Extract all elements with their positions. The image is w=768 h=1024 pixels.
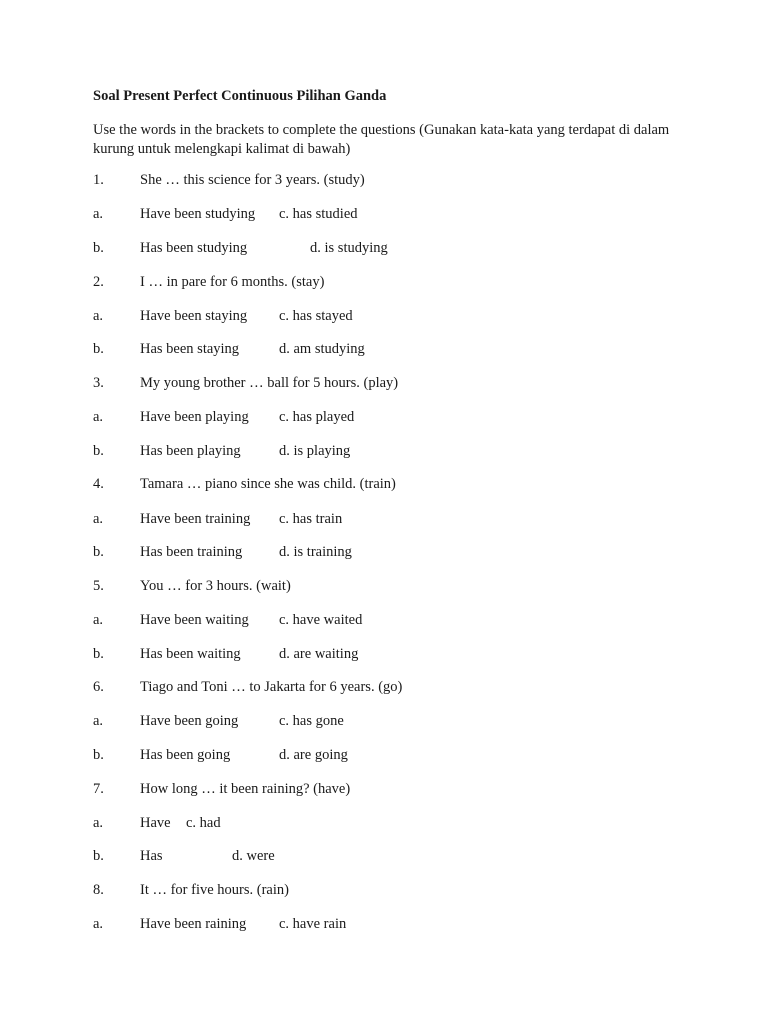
- option-marker-b: b.: [93, 848, 104, 864]
- question-text: She … this science for 3 years. (study): [140, 172, 365, 188]
- option-marker-b: b.: [93, 240, 104, 256]
- question-text: It … for five hours. (rain): [140, 882, 289, 898]
- option-b: Has: [140, 848, 163, 864]
- option-a: Have been training: [140, 511, 251, 527]
- question-number: 4.: [93, 476, 104, 492]
- option-d: d. am studying: [279, 341, 365, 357]
- option-a: Have been raining: [140, 916, 247, 932]
- option-b: Has been staying: [140, 341, 240, 357]
- option-a: Have been going: [140, 713, 239, 729]
- option-marker-a: a.: [93, 612, 104, 628]
- instructions-text: Use the words in the brackets to complete the questions (Gunakan kata-kata yang terdapat di dalam kurung untuk melengkapi kalimat di bawah): [93, 122, 670, 157]
- question-number: 2.: [93, 274, 104, 290]
- option-c: c. had: [186, 815, 221, 831]
- option-b: Has been training: [140, 544, 243, 560]
- option-d: d. are waiting: [279, 646, 359, 662]
- question-text: How long … it been raining? (have): [140, 781, 351, 797]
- question-text: You … for 3 hours. (wait): [140, 578, 291, 594]
- document-title: Soal Present Perfect Continuous Pilihan Ganda: [93, 88, 387, 104]
- question-number: 5.: [93, 578, 104, 594]
- question-number: 8.: [93, 882, 104, 898]
- option-a: Have been studying: [140, 206, 256, 222]
- option-marker-b: b.: [93, 341, 104, 357]
- option-marker-a: a.: [93, 308, 104, 324]
- option-c: c. has stayed: [279, 308, 353, 324]
- option-a: Have: [140, 815, 171, 831]
- option-marker-a: a.: [93, 511, 104, 527]
- option-a: Have been playing: [140, 409, 249, 425]
- option-b: Has been playing: [140, 443, 241, 459]
- option-d: d. is studying: [310, 240, 388, 256]
- option-marker-a: a.: [93, 409, 104, 425]
- question-number: 7.: [93, 781, 104, 797]
- option-marker-a: a.: [93, 713, 104, 729]
- option-marker-b: b.: [93, 747, 104, 763]
- question-number: 1.: [93, 172, 104, 188]
- question-text: Tamara … piano since she was child. (train): [140, 476, 396, 492]
- option-b: Has been waiting: [140, 646, 241, 662]
- option-a: Have been staying: [140, 308, 248, 324]
- option-marker-a: a.: [93, 916, 104, 932]
- question-number: 3.: [93, 375, 104, 391]
- question-number: 6.: [93, 679, 104, 695]
- option-b: Has been studying: [140, 240, 248, 256]
- option-d: d. were: [232, 848, 275, 864]
- option-marker-b: b.: [93, 443, 104, 459]
- option-marker-b: b.: [93, 544, 104, 560]
- option-marker-b: b.: [93, 646, 104, 662]
- option-d: d. is playing: [279, 443, 351, 459]
- option-c: c. has train: [279, 511, 343, 527]
- option-c: c. has played: [279, 409, 355, 425]
- option-c: c. has studied: [279, 206, 358, 222]
- option-d: d. is training: [279, 544, 352, 560]
- question-text: Tiago and Toni … to Jakarta for 6 years. (go): [140, 679, 403, 695]
- option-c: c. have rain: [279, 916, 347, 932]
- question-text: My young brother … ball for 5 hours. (play): [140, 375, 399, 391]
- option-marker-a: a.: [93, 206, 104, 222]
- option-a: Have been waiting: [140, 612, 249, 628]
- question-text: I … in pare for 6 months. (stay): [140, 274, 325, 290]
- option-d: d. are going: [279, 747, 348, 763]
- option-c: c. have waited: [279, 612, 363, 628]
- option-marker-a: a.: [93, 815, 104, 831]
- option-b: Has been going: [140, 747, 231, 763]
- option-c: c. has gone: [279, 713, 344, 729]
